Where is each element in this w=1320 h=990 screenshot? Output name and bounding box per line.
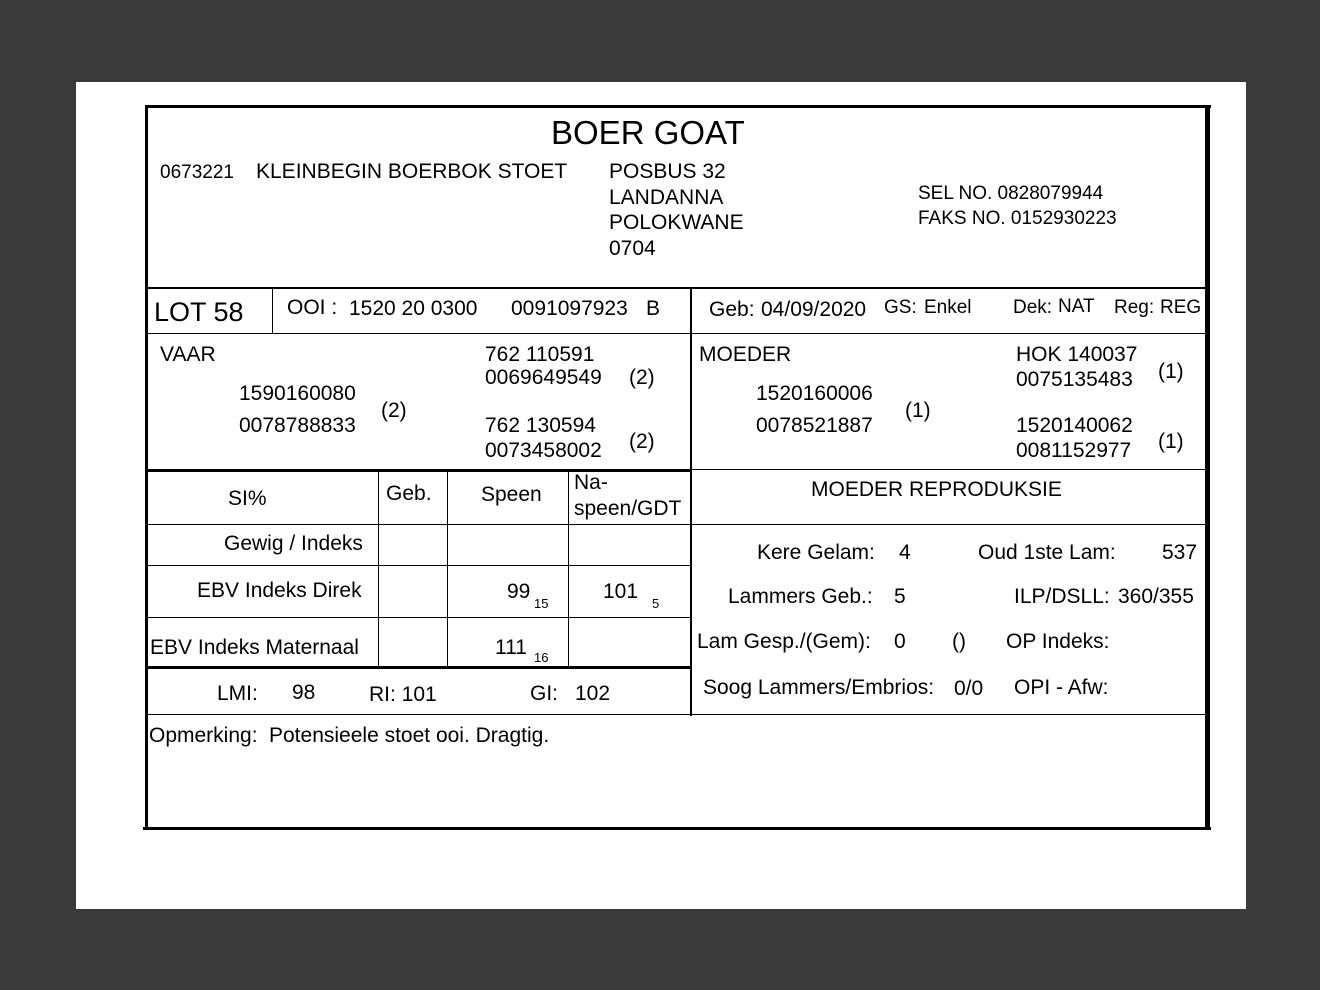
perf-col-v2 bbox=[447, 471, 448, 667]
remarks-label: Opmerking: bbox=[149, 724, 258, 747]
divider-pedigree-right bbox=[691, 469, 1207, 470]
sire-label: VAAR bbox=[160, 343, 216, 366]
dek-label: Dek: bbox=[1013, 297, 1053, 318]
sire-id: 1590160080 bbox=[239, 382, 356, 405]
gi-value: 102 bbox=[575, 682, 611, 705]
perf-col-v1 bbox=[378, 471, 379, 667]
row-label-ebv-direct: EBV Indeks Direk bbox=[197, 579, 362, 602]
dam-sire-reg: 0075135483 bbox=[1016, 368, 1133, 391]
gs-label: GS: bbox=[884, 297, 917, 318]
ooi-id: 1520 20 0300 bbox=[349, 297, 478, 320]
si-percent-label: SI% bbox=[228, 487, 267, 510]
sire-sire-reg: 0069649549 bbox=[485, 366, 602, 389]
col-header-birth: Geb. bbox=[386, 482, 432, 505]
ebv-maternal-weaning-accuracy: 16 bbox=[534, 650, 549, 665]
ebv-maternal-weaning: 111 bbox=[495, 636, 527, 659]
lambs-weaned-label: Lam Gesp./(Gem): bbox=[697, 630, 871, 653]
reg-value: REG bbox=[1160, 297, 1202, 318]
dek-value: NAT bbox=[1058, 296, 1095, 317]
row-label-ebv-maternal: EBV Indeks Maternaal bbox=[150, 636, 359, 659]
divider-pedigree bbox=[145, 469, 691, 472]
age-first-lamb-label: Oud 1ste Lam: bbox=[978, 541, 1116, 564]
dam-dam-reg: 0081152977 bbox=[1016, 439, 1132, 462]
op-index-label: OP Indeks: bbox=[1006, 630, 1110, 653]
sire-sire-id: 762 110591 bbox=[485, 343, 595, 366]
ooi-reg: 0091097923 bbox=[511, 297, 628, 320]
perf-row-1 bbox=[145, 524, 1207, 525]
ebv-direct-post-weaning: 101 bbox=[603, 580, 639, 603]
times-lambed-label: Kere Gelam: bbox=[757, 541, 875, 564]
phone-number: SEL NO. 0828079944 bbox=[918, 183, 1104, 204]
address-line-2: LANDANNA bbox=[609, 186, 724, 209]
ri-label: RI: 101 bbox=[369, 683, 437, 706]
lambs-born-value: 5 bbox=[894, 585, 906, 608]
perf-row-2 bbox=[145, 565, 691, 566]
frame-right bbox=[1205, 105, 1210, 830]
times-lambed-value: 4 bbox=[899, 541, 911, 564]
sire-sire-note: (2) bbox=[629, 366, 655, 389]
col-header-post-weaning-2: speen/GDT bbox=[574, 497, 682, 520]
lmi-label: LMI: bbox=[217, 682, 258, 705]
sire-dam-reg: 0073458002 bbox=[485, 439, 602, 462]
dam-dam-id: 1520140062 bbox=[1016, 414, 1133, 437]
divider-lot bbox=[145, 333, 1207, 334]
divider-mid-v bbox=[690, 288, 692, 716]
sire-note: (2) bbox=[381, 399, 407, 422]
sire-reg: 0078788833 bbox=[239, 414, 356, 437]
birth-date: 04/09/2020 bbox=[761, 298, 867, 321]
sire-dam-note: (2) bbox=[629, 430, 655, 453]
divider-remarks bbox=[145, 714, 1207, 715]
gi-label: GI: bbox=[530, 682, 559, 705]
ilp-dsll-value: 360/355 bbox=[1118, 585, 1194, 608]
lambs-weaned-value: 0 bbox=[894, 630, 906, 653]
perf-row-3 bbox=[145, 617, 691, 618]
dam-reg: 0078521887 bbox=[756, 414, 873, 437]
dam-note: (1) bbox=[905, 399, 931, 422]
ooi-grade: B bbox=[646, 297, 661, 320]
birth-label: Geb: bbox=[709, 298, 755, 321]
ooi-label: OOI : bbox=[287, 296, 338, 319]
frame-top bbox=[145, 105, 1211, 108]
reproduction-title: MOEDER REPRODUKSIE bbox=[811, 478, 1062, 501]
frame-bottom bbox=[143, 827, 1211, 830]
sire-dam-id: 762 130594 bbox=[485, 414, 596, 437]
lot-number: LOT 58 bbox=[154, 297, 244, 327]
divider-header bbox=[145, 287, 1207, 289]
breeder-name: KLEINBEGIN BOERBOK STOET bbox=[256, 160, 568, 183]
ebv-direct-post-weaning-accuracy: 5 bbox=[652, 596, 660, 611]
row-label-weight: Gewig / Indeks bbox=[224, 532, 363, 555]
address-line-1: POSBUS 32 bbox=[609, 160, 726, 183]
frame-left bbox=[145, 105, 148, 830]
dam-sire-id: HOK 140037 bbox=[1016, 343, 1138, 366]
card-title: BOER GOAT bbox=[551, 114, 745, 151]
dam-label: MOEDER bbox=[699, 343, 792, 366]
age-first-lamb-value: 537 bbox=[1162, 541, 1198, 564]
address-line-4: 0704 bbox=[609, 237, 656, 260]
lambs-born-label: Lammers Geb.: bbox=[728, 585, 873, 608]
dam-dam-note: (1) bbox=[1158, 430, 1184, 453]
lambs-weaned-average: () bbox=[952, 630, 966, 653]
col-header-weaning: Speen bbox=[481, 483, 542, 506]
perf-row-4 bbox=[145, 666, 691, 669]
dam-sire-note: (1) bbox=[1158, 360, 1184, 383]
remarks-text: Potensieele stoet ooi. Dragtig. bbox=[269, 724, 550, 747]
divider-lot-v1 bbox=[272, 288, 273, 334]
suckled-lambs-label: Soog Lammers/Embrios: bbox=[703, 676, 935, 699]
ebv-direct-weaning-accuracy: 15 bbox=[534, 596, 549, 611]
lmi-value: 98 bbox=[292, 681, 316, 704]
col-header-post-weaning-1: Na- bbox=[574, 471, 608, 494]
breeder-number: 0673221 bbox=[160, 162, 234, 183]
reg-label: Reg: bbox=[1114, 297, 1155, 318]
perf-col-v3 bbox=[568, 471, 569, 667]
dam-id: 1520160006 bbox=[756, 382, 873, 405]
opi-deviation-label: OPI - Afw: bbox=[1014, 676, 1109, 699]
address-line-3: POLOKWANE bbox=[609, 211, 744, 234]
fax-number: FAKS NO. 0152930223 bbox=[918, 208, 1117, 229]
ebv-direct-weaning: 99 bbox=[507, 580, 531, 603]
ilp-dsll-label: ILP/DSLL: bbox=[1014, 585, 1110, 608]
gs-value: Enkel bbox=[924, 297, 972, 318]
suckled-lambs-value: 0/0 bbox=[954, 677, 984, 700]
